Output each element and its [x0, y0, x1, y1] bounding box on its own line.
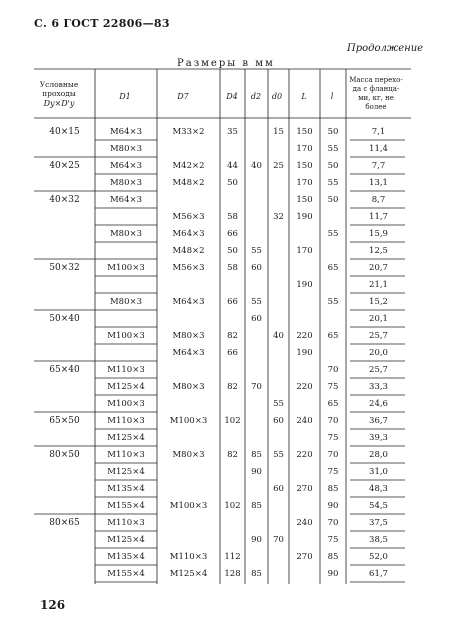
col-header-L: L [301, 92, 307, 101]
cell-l: 85 [327, 484, 339, 494]
cell-L: 220 [296, 450, 313, 460]
cell-d1: M110×3 [107, 365, 145, 375]
col-header-mass-4: более [365, 103, 387, 111]
cell-d4: 112 [224, 552, 241, 562]
cell-d4: 35 [227, 127, 238, 137]
cell-l: 70 [327, 365, 339, 375]
page-number: 126 [40, 598, 66, 612]
cell-L: 170 [296, 246, 313, 256]
cell-d1: M155×4 [107, 501, 145, 511]
cell-L: 170 [296, 144, 313, 154]
col-header-d1: D1 [119, 92, 131, 101]
cell-d2: 60 [251, 314, 262, 324]
cell-mass: 61,7 [369, 569, 388, 579]
cell-mass: 37,5 [369, 518, 388, 528]
cell-d1: M80×3 [109, 178, 143, 188]
cell-L: 150 [296, 161, 313, 171]
cell-d7: M64×3 [172, 229, 205, 239]
cell-size: 80×65 [49, 518, 80, 528]
cell-d1: M125×4 [107, 467, 145, 477]
col-header-mass-1: Масса перехо- [349, 76, 403, 84]
cell-d1: M125×4 [107, 433, 145, 443]
cell-d4: 58 [227, 212, 238, 222]
cell-d1: M135×4 [107, 484, 145, 494]
cell-size: 65×40 [49, 365, 80, 375]
cell-d0: 60 [273, 416, 284, 426]
cell-d2: 55 [251, 297, 262, 307]
cell-mass: 7,1 [371, 127, 386, 137]
continuation-label: Продолжение [347, 43, 424, 54]
cell-l: 55 [327, 178, 339, 188]
table-body [49, 127, 388, 579]
cell-d0: 60 [273, 484, 284, 494]
cell-d1: M155×4 [107, 569, 145, 579]
table-header [40, 76, 404, 111]
cell-mass: 39,3 [369, 433, 388, 443]
cell-mass: 7,7 [371, 161, 386, 171]
cell-d1: M100×3 [107, 399, 145, 409]
cell-d4: 50 [227, 246, 238, 256]
cell-mass: 48,3 [369, 484, 388, 494]
cell-d7: M110×3 [169, 552, 208, 562]
cell-size: 80×50 [49, 450, 80, 460]
cell-d0: 55 [273, 450, 284, 460]
col-header-mass-3: ми, кг, не [358, 94, 394, 102]
cell-l: 75 [327, 535, 339, 545]
cell-d4: 82 [227, 331, 238, 341]
cell-d1: M64×3 [109, 161, 143, 171]
cell-d1: M100×3 [107, 331, 145, 341]
cell-mass: 31,0 [369, 467, 388, 477]
cell-mass: 52,0 [369, 552, 388, 562]
cell-d7: M33×2 [172, 127, 205, 137]
cell-L: 240 [296, 416, 313, 426]
cell-mass: 36,7 [369, 416, 388, 426]
cell-mass: 8,7 [371, 195, 386, 205]
cell-d1: M125×4 [107, 382, 145, 392]
cell-size: 50×40 [49, 314, 80, 324]
cell-size: 65×50 [49, 416, 80, 426]
col-header-d7: D7 [177, 92, 189, 101]
cell-size: 40×15 [49, 127, 80, 137]
cell-d7: M56×3 [172, 212, 205, 222]
cell-L: 220 [296, 331, 313, 341]
cell-d2: 55 [251, 246, 262, 256]
cell-mass: 24,6 [369, 399, 388, 409]
cell-l: 50 [327, 161, 339, 171]
cell-d7: M64×3 [172, 348, 205, 358]
cell-d0: 55 [273, 399, 284, 409]
cell-mass: 25,7 [369, 365, 388, 375]
cell-mass: 15,2 [369, 297, 388, 307]
cell-d2: 90 [251, 535, 262, 545]
col-header-du-line3: Dy×D'y [43, 99, 75, 108]
cell-l: 75 [327, 467, 339, 477]
cell-d7: M100×3 [169, 501, 208, 511]
cell-mass: 25,7 [369, 331, 388, 341]
page-header: С. 6 ГОСТ 22806—83 [34, 17, 170, 30]
cell-mass: 33,3 [369, 382, 388, 392]
cell-L: 190 [296, 212, 313, 222]
col-header-l: l [330, 92, 334, 101]
cell-mass: 20,1 [369, 314, 388, 324]
cell-size: 50×32 [49, 263, 80, 273]
cell-L: 150 [296, 195, 313, 205]
cell-d2: 85 [251, 501, 262, 511]
cell-l: 65 [327, 263, 339, 273]
cell-l: 50 [327, 195, 339, 205]
cell-d2: 40 [251, 161, 262, 171]
cell-d1: M80×3 [109, 297, 143, 307]
cell-d4: 82 [227, 450, 238, 460]
cell-l: 55 [327, 144, 339, 154]
cell-L: 190 [296, 348, 313, 358]
cell-d4: 44 [227, 161, 238, 171]
cell-d4: 50 [227, 178, 238, 188]
cell-d7: M48×2 [172, 246, 205, 256]
cell-l: 50 [327, 127, 339, 137]
cell-l: 55 [327, 297, 339, 307]
cell-d7: M80×3 [172, 450, 205, 460]
cell-d7: M80×3 [172, 331, 205, 341]
cell-l: 85 [327, 552, 339, 562]
cell-mass: 11,4 [369, 144, 388, 154]
col-header-du-line1: Условные [39, 80, 79, 89]
cell-mass: 21,1 [369, 280, 388, 290]
cell-mass: 38,5 [369, 535, 388, 545]
col-header-d4: D4 [226, 92, 238, 101]
cell-d1: M110×3 [107, 450, 145, 460]
cell-L: 220 [296, 382, 313, 392]
cell-l: 75 [327, 433, 339, 443]
cell-d4: 66 [227, 297, 238, 307]
cell-d2: 85 [251, 450, 262, 460]
cell-L: 270 [296, 552, 313, 562]
cell-d7: M125×4 [169, 569, 208, 579]
col-header-d0: d0 [271, 92, 283, 101]
cell-l: 70 [327, 416, 339, 426]
cell-d1: M64×3 [109, 195, 143, 205]
cell-d2: 85 [251, 569, 262, 579]
cell-d1: M135×4 [107, 552, 145, 562]
cell-d1: M125×4 [107, 535, 145, 545]
cell-l: 65 [327, 399, 339, 409]
cell-mass: 15,9 [369, 229, 388, 239]
cell-d7: M48×2 [172, 178, 205, 188]
cell-d0: 70 [273, 535, 284, 545]
cell-d4: 102 [224, 501, 241, 511]
cell-mass: 54,5 [369, 501, 388, 511]
cell-l: 55 [327, 229, 339, 239]
cell-d2: 90 [251, 467, 262, 477]
cell-mass: 12,5 [369, 246, 388, 256]
table-caption: Размеры в мм [177, 58, 275, 69]
cell-d7: M42×2 [172, 161, 205, 171]
cell-d2: 70 [251, 382, 262, 392]
cell-d4: 82 [227, 382, 238, 392]
cell-d4: 58 [227, 263, 238, 273]
cell-mass: 11,7 [369, 212, 388, 222]
cell-mass: 13,1 [369, 178, 388, 188]
cell-d7: M80×3 [172, 382, 205, 392]
cell-d0: 25 [273, 161, 284, 171]
cell-l: 65 [327, 331, 339, 341]
cell-l: 90 [327, 501, 339, 511]
cell-d4: 66 [227, 229, 238, 239]
cell-L: 240 [296, 518, 313, 528]
cell-d2: 60 [251, 263, 262, 273]
cell-d4: 128 [224, 569, 241, 579]
cell-d0: 40 [273, 331, 284, 341]
cell-d1: M80×3 [109, 144, 143, 154]
col-header-du-line2: проходы [42, 89, 76, 98]
cell-d0: 15 [273, 127, 284, 137]
cell-d1: M110×3 [107, 518, 145, 528]
cell-d7: M100×3 [169, 416, 208, 426]
cell-L: 190 [296, 280, 313, 290]
cell-mass: 20,7 [369, 263, 388, 273]
cell-d7: M64×3 [172, 297, 205, 307]
cell-l: 70 [327, 518, 339, 528]
cell-L: 270 [296, 484, 313, 494]
cell-L: 150 [296, 127, 313, 137]
cell-d1: M110×3 [107, 416, 145, 426]
cell-mass: 28,0 [369, 450, 388, 460]
cell-d4: 102 [224, 416, 241, 426]
cell-d1: M100×3 [107, 263, 145, 273]
cell-d7: M56×3 [172, 263, 205, 273]
cell-size: 40×25 [49, 161, 80, 171]
col-header-d2: d2 [250, 92, 262, 101]
cell-d4: 66 [227, 348, 238, 358]
cell-d1: M64×3 [109, 127, 143, 137]
col-header-mass-2: да с фланца- [352, 85, 400, 93]
cell-L: 170 [296, 178, 313, 188]
cell-l: 90 [327, 569, 339, 579]
cell-mass: 20,0 [369, 348, 388, 358]
cell-d0: 32 [273, 212, 284, 222]
cell-l: 75 [327, 382, 339, 392]
cell-d1: M80×3 [109, 229, 143, 239]
cell-size: 40×32 [49, 195, 80, 205]
cell-l: 70 [327, 450, 339, 460]
